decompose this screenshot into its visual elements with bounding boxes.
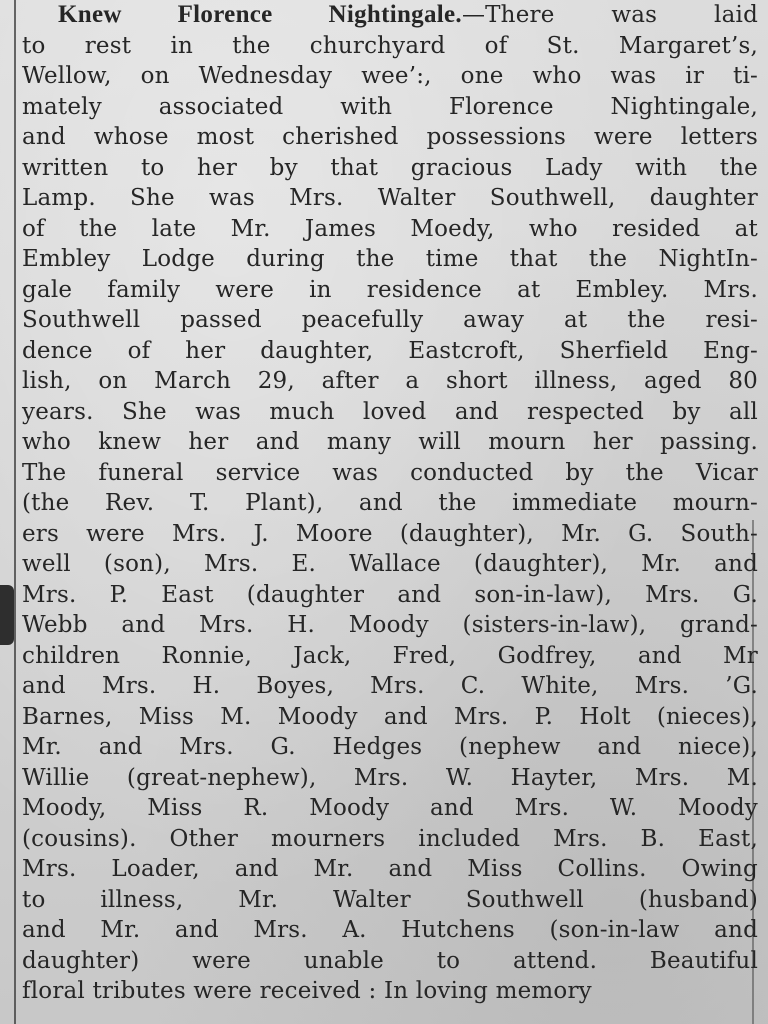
article-column <box>22 0 758 1007</box>
article-line: Mrs. Loader, and Mr. and Miss Collins. Owing <box>22 856 758 882</box>
article-line: of the late Mr. James Moedy, who resided at <box>22 215 758 242</box>
dark-edge-mark <box>0 585 14 645</box>
article-line: written to her by that gracious Lady with the <box>22 154 758 181</box>
article-line: to rest in the churchyard of St. Margaret’s, <box>22 32 758 59</box>
article-line: and Mrs. H. Boyes, Mrs. C. White, Mrs. ’G. <box>22 673 758 699</box>
article-line: well (son), Mrs. E. Wallace (daughter), Mr. and <box>22 551 758 577</box>
article-line: and Mr. and Mrs. A. Hutchens (son-in-law and <box>22 917 758 943</box>
article-line: Lamp. She was Mrs. Walter Southwell, daughter <box>22 185 758 211</box>
article-line: Moody, Miss R. Moody and Mrs. W. Moody <box>22 795 758 821</box>
article-line: ers were Mrs. J. Moore (daughter), Mr. G. South- <box>22 520 758 547</box>
article-line: children Ronnie, Jack, Fred, Godfrey, and Mr <box>22 642 758 669</box>
article-first-line <box>22 0 758 31</box>
article-line: Willie (great-nephew), Mrs. W. Hayter, Mrs. M. <box>22 764 758 791</box>
article-line: floral tributes were received : In loving memory <box>22 978 592 1004</box>
article-line: Mr. and Mrs. G. Hedges (nephew and niece), <box>22 734 758 760</box>
article-line: lish, on March 29, after a short illness, aged 80 <box>22 368 758 394</box>
column-rule-left <box>14 0 16 1024</box>
article-headline: Knew Florence Nightingale. <box>58 1 462 28</box>
article-line: The funeral service was conducted by the Vicar <box>22 459 758 486</box>
article-line: Southwell passed peacefully away at the resi- <box>22 307 758 333</box>
article-line: Embley Lodge during the time that the NightIn- <box>22 246 758 272</box>
article-line: Mrs. P. East (daughter and son-in-law), Mrs. G. <box>22 581 758 608</box>
article-line: gale family were in residence at Embley. Mrs. <box>22 276 758 303</box>
article-line: years. She was much loved and respected by all <box>22 398 758 425</box>
article-line: to illness, Mr. Walter Southwell (husband) <box>22 886 758 913</box>
article-line: Webb and Mrs. H. Moody (sisters-in-law), grand- <box>22 612 758 638</box>
article-line: Wellow, on Wednesday wee’:, one who was ir ti- <box>22 63 758 89</box>
article-line: Barnes, Miss M. Moody and Mrs. P. Holt (nieces), <box>22 703 758 730</box>
article-line: daughter) were unable to attend. Beautiful <box>22 947 758 974</box>
article-line: —There was laid <box>461 2 758 28</box>
article-line: who knew her and many will mourn her passing. <box>22 429 758 455</box>
article-line: dence of her daughter, Eastcroft, Sherfield Eng- <box>22 337 758 364</box>
article-line: mately associated with Florence Nightingale, <box>22 93 758 120</box>
article-line: and whose most cherished possessions were letters <box>22 124 758 150</box>
article-line: (the Rev. T. Plant), and the immediate mourn- <box>22 490 758 516</box>
article-line: (cousins). Other mourners included Mrs. B. East, <box>22 825 758 852</box>
